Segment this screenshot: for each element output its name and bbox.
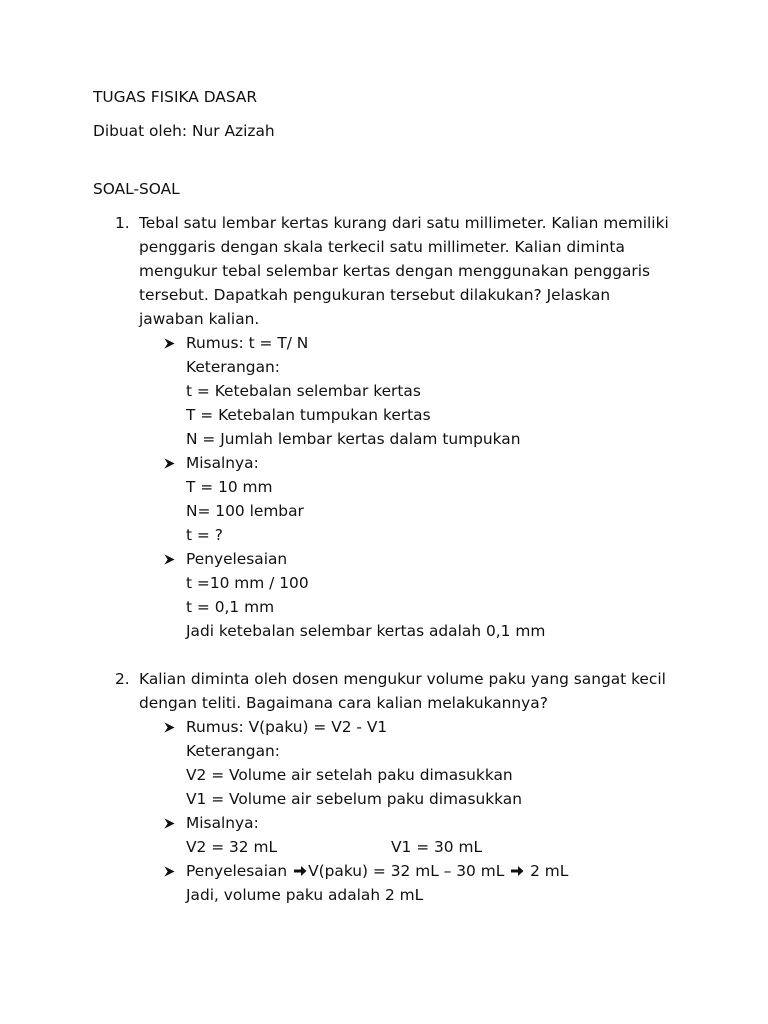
section-heading: SOAL-SOAL [93, 180, 180, 198]
question-text-line: jawaban kalian. [139, 310, 260, 328]
sub-line: Keterangan: [186, 358, 280, 376]
question-text-line: mengukur tebal selembar kertas dengan menggunakan penggaris [139, 262, 651, 280]
right-arrow-icon [293, 861, 307, 875]
arrowhead-bullet-icon [162, 547, 176, 571]
question-text-line: Tebal satu lembar kertas kurang dari satu millimeter. Kalian memiliki [139, 214, 669, 232]
question-text-line: dengan teliti. Bagaimana cara kalian melakukannya? [139, 694, 548, 712]
sub-line: V1 = Volume air sebelum paku dimasukkan [186, 790, 522, 808]
question-1 [93, 211, 693, 331]
arrowhead-bullet-icon [162, 451, 176, 475]
bullet-penyelesaian [93, 547, 693, 571]
sub-line: Jadi, volume paku adalah 2 mL [186, 886, 424, 904]
value-v1: V1 = 30 mL [391, 838, 483, 856]
bullet-label: Misalnya: [186, 454, 259, 472]
result: 2 mL [530, 862, 569, 880]
arrowhead-bullet-icon [162, 859, 176, 883]
arrowhead-bullet-icon [162, 331, 176, 355]
document-title: TUGAS FISIKA DASAR [93, 88, 258, 106]
bullet-label: Misalnya: [186, 814, 259, 832]
arrowhead-bullet-icon [162, 811, 176, 835]
bullet-misalnya [93, 451, 693, 475]
author-line: Dibuat oleh: Nur Azizah [93, 122, 275, 140]
value-v2: V2 = 32 mL [186, 838, 278, 856]
question-text-line: penggaris dengan skala terkecil satu millimeter. Kalian diminta [139, 238, 625, 256]
calculation: V(paku) = 32 mL – 30 mL [308, 862, 505, 880]
bullet-label: Rumus: t = T/ N [186, 334, 309, 352]
arrowhead-bullet-icon [162, 715, 176, 739]
sub-line: Keterangan: [186, 742, 280, 760]
sub-line: t =10 mm / 100 [186, 574, 309, 592]
bullet-rumus [93, 331, 693, 355]
sub-line: T = Ketebalan tumpukan kertas [186, 406, 431, 424]
bullet-rumus [93, 715, 693, 739]
question-text-line: tersebut. Dapatkah pengukuran tersebut dilakukan? Jelaskan [139, 286, 611, 304]
bullet-penyelesaian [93, 859, 693, 883]
sub-line: T = 10 mm [186, 478, 273, 496]
bullet-label: Penyelesaian [186, 862, 288, 880]
question-2 [93, 667, 693, 715]
right-arrow-icon [510, 861, 524, 875]
sub-line-values [93, 835, 693, 859]
sub-line: t = 0,1 mm [186, 598, 275, 616]
question-number: 2. [115, 670, 130, 688]
sub-line: V2 = Volume air setelah paku dimasukkan [186, 766, 513, 784]
sub-line: N = Jumlah lembar kertas dalam tumpukan [186, 430, 521, 448]
sub-line: t = Ketebalan selembar kertas [186, 382, 421, 400]
sub-line: t = ? [186, 526, 223, 544]
bullet-label: Rumus: V(paku) = V2 - V1 [186, 718, 388, 736]
question-text-line: Kalian diminta oleh dosen mengukur volume paku yang sangat kecil [139, 670, 666, 688]
sub-line: Jadi ketebalan selembar kertas adalah 0,1 mm [186, 622, 546, 640]
bullet-misalnya [93, 811, 693, 835]
question-number: 1. [115, 214, 130, 232]
document-page [93, 85, 693, 907]
sub-line: N= 100 lembar [186, 502, 304, 520]
bullet-label: Penyelesaian [186, 550, 288, 568]
